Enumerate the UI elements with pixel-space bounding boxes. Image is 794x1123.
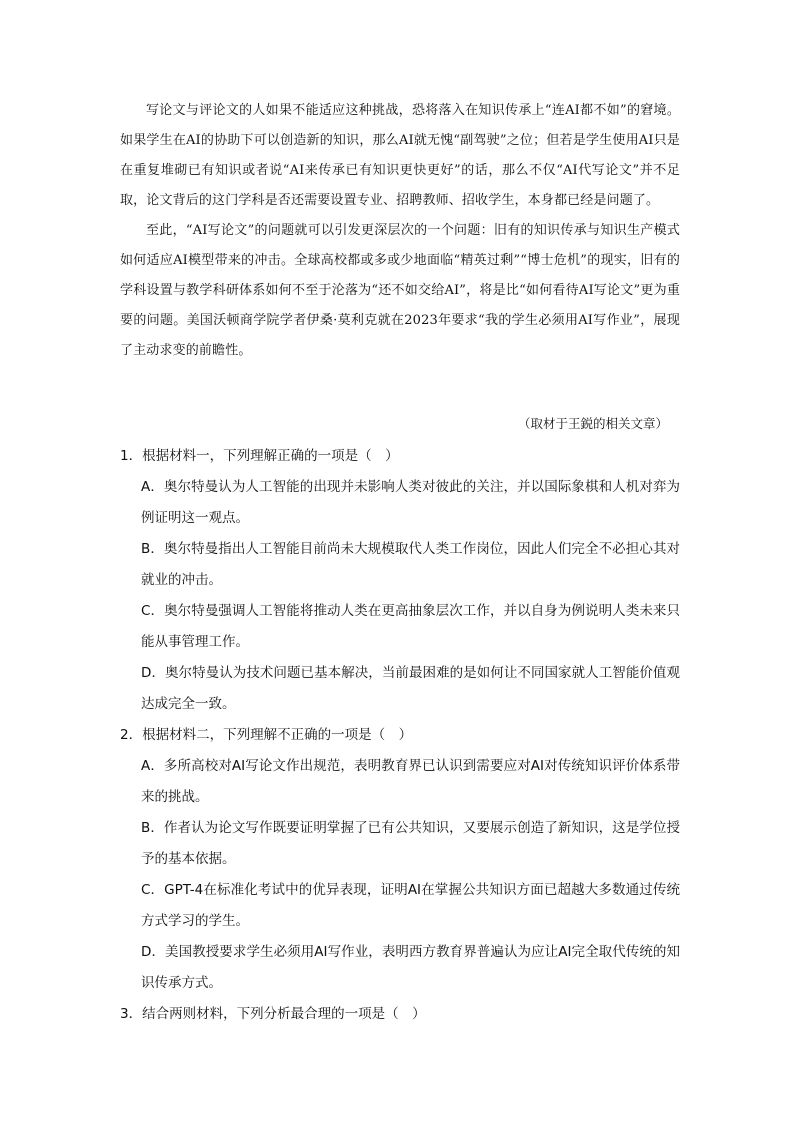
- question-2-option-d: D．美国教授要求学生必须用AI写作业，表明西方教育界普遍认为应让AI完全取代传统的知识传承方式。: [141, 944, 680, 991]
- question-2: [120, 720, 680, 999]
- question-2-stem: 2．根据材料二，下列理解不正确的一项是（ ）: [120, 727, 413, 743]
- passage-paragraph-1: 写论文与评论文的人如果不能适应这种挑战，恐将落入在知识传承上“连AI都不如”的窘境。如果学生在AI的协助下可以创造新的知识，那么AI就无愧“副驾驶”之位；但若是学生使用AI只是在重复堆砌已有知识或者说“AI来传承已有知识更快更好”的话，那么不仅“AI代写论文”并不足取，论文背后的这门学科是否还需要设置专业、招聘教师、招收学生，本身都已经是问题了。: [120, 103, 680, 208]
- question-1-option-a: A．奥尔特曼认为人工智能的出现并未影响人类对彼此的关注，并以国际象棋和人机对弈为例证明这一观点。: [141, 479, 680, 526]
- question-2-option-b: B．作者认为论文写作既要证明掌握了已有公共知识，又要展示创造了新知识，这是学位授予的基本依据。: [141, 820, 680, 867]
- question-1: [120, 441, 680, 720]
- question-1-stem: 1．根据材料一，下列理解正确的一项是（ ）: [120, 448, 399, 464]
- question-3: [120, 999, 680, 1030]
- question-1-option-b: B．奥尔特曼指出人工智能目前尚未大规模取代人类工作岗位，因此人们完全不必担心其对就业的冲击。: [141, 541, 680, 588]
- question-3-stem: 3．结合两则材料，下列分析最合理的一项是（ ）: [120, 1006, 426, 1022]
- question-1-option-d: D．奥尔特曼认为技术问题已基本解决，当前最困难的是如何让不同国家就人工智能价值观达成完全一致。: [141, 665, 680, 712]
- passage-paragraph-2: 至此，“AI写论文”的问题就可以引发更深层次的一个问题：旧有的知识传承与知识生产模式如何适应AI模型带来的冲击。全球高校都或多或少地面临“精英过剩”“博士危机”的现实，旧有的学科设置与教学科研体系如何不至于沦落为“还不如交给AI”，将是比“如何看待AI写论文”更为重要的问题。美国沃顿商学院学者伊桑·莫利克就在2023年要求“我的学生必须用AI写作业”，展现了主动求变的前瞻性。: [120, 223, 680, 358]
- question-2-option-c: C．GPT-4在标准化考试中的优异表现，证明AI在掌握公共知识方面已超越大多数通过传统方式学习的学生。: [141, 882, 680, 929]
- question-list: [120, 441, 680, 1030]
- passage-source: （取材于王鋭的相关文章）: [517, 416, 668, 431]
- question-1-option-c: C．奥尔特曼强调人工智能将推动人类在更高抽象层次工作，并以自身为例说明人类未来只能从事管理工作。: [141, 603, 680, 650]
- material-passage: [120, 96, 680, 366]
- question-2-option-a: A．多所高校对AI写论文作出规范，表明教育界已认识到需要应对AI对传统知识评价体系带来的挑战。: [141, 758, 680, 805]
